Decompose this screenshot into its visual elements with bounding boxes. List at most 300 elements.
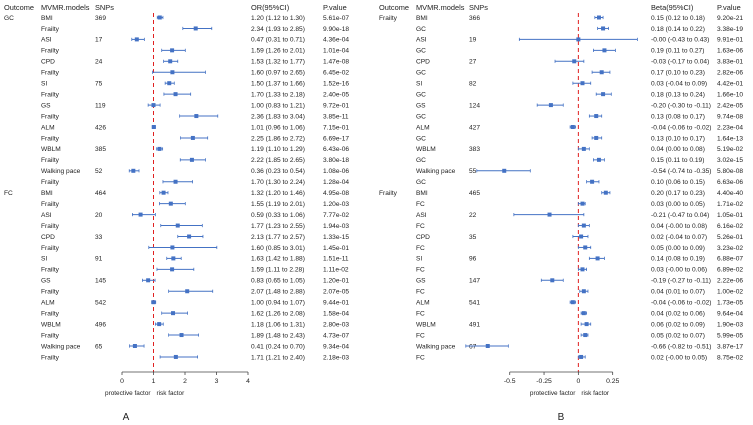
row-estimate-ci: -0.54 (-0.74 to -0.35) [651,168,712,176]
row-estimate-ci: 1.20 (1.12 to 1.30) [251,14,305,22]
forest-panel-a [4,3,349,423]
row-estimate-ci: 0.83 (0.65 to 1.05) [251,277,305,285]
row-estimate-ci: 0.47 (0.31 to 0.71) [251,36,305,44]
row-estimate-ci: 0.19 (0.11 to 0.27) [651,47,705,55]
table-row [416,343,743,350]
point-estimate [583,333,587,337]
point-estimate [585,322,589,326]
row-model: FC [416,354,425,362]
point-estimate [180,333,184,337]
row-model: Frailty [41,266,59,274]
row-model: FC [416,222,425,230]
row-pvalue: 8.75e-02 [717,354,744,362]
row-estimate-ci: 1.59 (1.11 to 2.28) [251,266,305,274]
row-outcome: Frailty [379,190,397,197]
row-model: GC [416,135,426,143]
table-row [4,15,349,22]
row-pvalue: 9.90e-18 [323,25,350,33]
point-estimate [174,92,178,96]
row-model: Frailty [41,354,59,362]
row-snps: 465 [469,190,481,197]
row-estimate-ci: 0.03 (0.00 to 0.05) [651,200,705,208]
row-estimate-ci: 0.05 (0.00 to 0.09) [651,244,705,252]
table-row [379,190,743,197]
row-snps: 65 [95,343,103,351]
row-pvalue: 6.63e-06 [717,179,744,187]
row-snps: 55 [469,168,477,176]
row-pvalue: 4.40e-40 [717,190,744,197]
row-snps: 542 [95,299,107,307]
row-estimate-ci: 0.03 (-0.00 to 0.06) [651,266,708,274]
row-snps: 385 [95,146,107,154]
row-model: Frailty [41,25,59,33]
point-estimate [170,70,174,74]
point-estimate [170,267,174,271]
row-model: ASI [416,211,427,219]
row-pvalue: 1.11e-02 [323,266,349,274]
point-estimate [185,289,189,293]
point-estimate [550,278,554,282]
row-estimate-ci: 1.89 (1.48 to 2.43) [251,332,305,340]
point-estimate [131,169,135,173]
table-row [416,278,743,285]
column-header-pvalue: P.value [323,3,347,12]
row-snps: 496 [95,321,107,329]
table-row [41,124,349,131]
point-estimate [162,191,166,195]
point-estimate [580,267,584,271]
table-row [416,289,743,296]
row-pvalue: 5.80e-08 [717,168,744,176]
point-estimate [571,125,575,129]
table-row [416,91,743,98]
row-snps: 541 [469,299,481,307]
point-estimate [549,103,553,107]
row-estimate-ci: 1.19 (1.10 to 1.29) [251,146,305,154]
risk-factor-label: risk factor [581,390,610,397]
table-row [41,81,349,88]
table-row [416,300,743,307]
row-model: Walking pace [416,343,456,351]
table-row [41,59,349,66]
row-snps: 369 [95,14,107,22]
row-snps: 147 [469,277,481,285]
row-model: CPD [416,233,430,241]
row-estimate-ci: 1.50 (1.37 to 1.66) [251,80,305,88]
protective-factor-label: protective factor [529,390,576,397]
row-snps: 119 [95,102,106,110]
table-row [416,59,743,66]
x-tick-label: 0 [120,378,124,385]
table-row [41,26,349,33]
row-pvalue: 3.38e-19 [717,25,744,33]
row-model: Frailty [41,157,59,165]
column-header-snps: SNPs [469,3,488,12]
point-estimate [594,114,598,118]
row-pvalue: 1.20e-01 [323,277,350,285]
table-row [416,245,743,252]
row-estimate-ci: 1.71 (1.21 to 2.40) [251,354,305,362]
x-tick-label: 0.25 [606,378,620,385]
table-row [41,256,349,263]
x-tick-label: 0 [576,378,581,385]
table-row [41,157,349,164]
row-pvalue: 4.73e-07 [323,332,350,340]
x-tick-label: -0.25 [536,378,552,385]
table-row [41,289,349,296]
row-model: Walking pace [416,168,456,176]
column-header-snps: SNPs [95,3,114,12]
point-estimate [157,147,161,151]
table-row [41,135,349,142]
row-pvalue: 5.99e-05 [717,332,744,340]
row-model: BMI [416,190,428,197]
table-row [41,267,349,274]
row-pvalue: 1.52e-16 [323,80,350,88]
point-estimate [601,26,605,30]
row-model: FC [416,200,425,208]
row-model: FC [416,288,425,296]
table-row [41,70,349,77]
row-snps: 366 [469,14,481,22]
row-estimate-ci: 2.25 (1.86 to 2.72) [251,135,305,143]
row-pvalue: 3.85e-11 [323,113,349,121]
row-model: GC [416,91,426,99]
row-estimate-ci: 1.00 (0.94 to 1.07) [251,299,305,307]
table-row [41,168,349,175]
row-model: CPD [41,58,55,66]
table-row [41,179,349,186]
table-row [41,113,349,120]
table-row [416,124,743,131]
row-pvalue: 1.33e-15 [323,233,350,241]
table-row [416,113,743,120]
column-header-estimate: Beta(95%CI) [651,3,694,12]
row-estimate-ci: 0.17 (0.10 to 0.23) [651,69,705,77]
point-estimate [600,70,604,74]
row-snps: 91 [95,255,103,263]
row-snps: 17 [95,36,103,44]
table-row [41,310,349,317]
point-estimate [576,37,580,41]
row-model: FC [416,266,425,274]
row-pvalue: 2.80e-03 [323,321,350,329]
table-row [416,212,743,219]
row-estimate-ci: 0.18 (0.14 to 0.22) [651,25,705,33]
row-estimate-ci: 1.01 (0.96 to 1.06) [251,124,305,132]
point-estimate [604,191,608,195]
row-estimate-ci: 0.10 (0.06 to 0.15) [651,179,705,187]
table-row [41,343,349,350]
row-estimate-ci: -0.04 (-0.06 to -0.02) [651,299,712,307]
row-estimate-ci: 1.55 (1.19 to 2.01) [251,200,305,208]
point-estimate [590,180,594,184]
row-pvalue: 1.94e-03 [323,222,350,230]
row-model: Frailty [41,310,59,318]
point-estimate [582,311,586,315]
row-estimate-ci: 0.02 (-0.04 to 0.07) [651,233,708,241]
row-model: Walking pace [41,343,81,351]
point-estimate [601,92,605,96]
point-estimate [582,224,586,228]
table-row [41,146,349,153]
row-pvalue: 5.26e-01 [717,233,744,241]
row-model: GS [41,277,51,285]
panel-label: A [122,412,130,423]
row-pvalue: 1.66e-10 [717,91,744,99]
row-estimate-ci: -0.03 (-0.17 to 0.04) [651,58,710,66]
x-tick-label: -0.5 [503,378,516,385]
table-row [41,332,349,339]
row-model: GC [416,25,426,33]
table-row [416,201,743,208]
row-pvalue: 2.07e-05 [323,288,350,296]
row-model: Frailty [41,244,59,252]
row-pvalue: 1.47e-08 [323,58,350,66]
point-estimate [194,26,198,30]
table-row [416,70,743,77]
point-estimate [152,103,156,107]
point-estimate [174,180,178,184]
row-model: ALM [41,124,55,132]
row-pvalue: 9.34e-04 [323,343,350,351]
table-row [41,48,349,55]
point-estimate [548,213,552,217]
row-estimate-ci: 1.00 (0.83 to 1.21) [251,102,305,110]
row-pvalue: 1.63e-06 [717,47,744,55]
point-estimate [170,245,174,249]
table-row [416,321,743,328]
row-model: Walking pace [41,168,81,176]
row-outcome: GC [4,14,14,22]
point-estimate [572,59,576,63]
row-pvalue: 1.00e-02 [717,288,744,296]
table-row [41,321,349,328]
row-estimate-ci: 0.13 (0.08 to 0.17) [651,113,705,121]
row-outcome: Frailty [379,14,397,22]
row-pvalue: 1.90e-03 [717,321,744,329]
row-estimate-ci: 2.07 (1.48 to 2.88) [251,288,305,296]
point-estimate [486,344,490,348]
point-estimate [169,202,173,206]
row-estimate-ci: 1.60 (0.97 to 2.65) [251,69,305,77]
row-pvalue: 9.20e-21 [717,14,744,22]
row-model: WBLM [416,321,436,329]
point-estimate [152,300,156,304]
row-model: BMI [41,14,53,22]
row-model: GS [41,102,51,110]
row-estimate-ci: 0.20 (0.17 to 0.23) [651,190,705,197]
row-model: BMI [41,190,53,197]
point-estimate [579,235,583,239]
row-pvalue: 3.87e-17 [717,343,744,351]
row-pvalue: 2.23e-04 [717,124,744,132]
table-row [416,354,743,361]
point-estimate [146,278,150,282]
row-estimate-ci: 2.22 (1.85 to 2.65) [251,157,305,165]
row-pvalue: 1.58e-04 [323,310,350,318]
row-pvalue: 1.64e-13 [717,135,744,143]
row-model: SI [416,80,423,88]
row-estimate-ci: 0.59 (0.33 to 1.06) [251,211,305,219]
row-pvalue: 2.22e-06 [717,277,744,285]
table-row [416,223,743,230]
column-header-outcome: Outcome [4,3,34,12]
row-model: Frailty [41,69,59,77]
row-pvalue: 1.08e-06 [323,168,350,176]
point-estimate [168,59,172,63]
row-snps: 27 [469,58,477,66]
row-estimate-ci: 0.03 (-0.04 to 0.09) [651,80,708,88]
row-model: Frailty [41,222,59,230]
point-estimate [171,256,175,260]
row-estimate-ci: 0.36 (0.23 to 0.54) [251,168,305,176]
row-estimate-ci: -0.21 (-0.47 to 0.04) [651,211,710,219]
row-pvalue: 9.72e-01 [323,102,350,110]
row-model: Frailty [41,47,59,55]
row-model: Frailty [41,113,59,121]
point-estimate [157,322,161,326]
point-estimate [596,256,600,260]
row-snps: 35 [469,233,477,241]
row-model: FC [416,310,425,318]
point-estimate [135,37,139,41]
table-row [41,234,349,241]
row-pvalue: 9.44e-01 [323,299,350,307]
row-model: WBLM [41,321,61,329]
point-estimate [171,311,175,315]
table-row [41,223,349,230]
row-estimate-ci: 1.53 (1.32 to 1.77) [251,58,305,66]
table-row [4,190,349,197]
row-pvalue: 7.77e-02 [323,211,350,219]
row-pvalue: 3.02e-15 [717,157,744,165]
row-model: BMI [416,14,428,22]
row-snps: 464 [95,190,107,197]
point-estimate [582,289,586,293]
row-pvalue: 5.61e-07 [323,14,350,22]
table-row [416,332,743,339]
row-pvalue: 4.42e-01 [717,80,744,88]
row-estimate-ci: 1.60 (0.85 to 3.01) [251,244,305,252]
row-model: GC [416,179,426,187]
row-snps: 383 [469,146,481,154]
row-pvalue: 1.45e-01 [323,244,350,252]
row-pvalue: 5.19e-02 [717,146,744,154]
row-snps: 82 [469,80,477,88]
point-estimate [583,245,587,249]
column-header-pvalue: P.value [717,3,741,12]
row-model: SI [41,255,48,263]
row-model: Frailty [41,288,59,296]
row-pvalue: 1.73e-05 [717,299,744,307]
point-estimate [190,158,194,162]
row-snps: 96 [469,255,477,263]
table-row [416,256,743,263]
table-row [41,278,349,285]
point-estimate [602,48,606,52]
row-estimate-ci: 0.02 (-0.00 to 0.05) [651,354,708,362]
table-row [416,37,743,44]
column-header-estimate: OR(95%CI) [251,3,290,12]
table-row [41,37,349,44]
row-pvalue: 2.82e-06 [717,69,744,77]
point-estimate [579,355,583,359]
point-estimate [597,16,601,20]
row-model: ASI [416,36,427,44]
point-estimate [174,355,178,359]
row-snps: 491 [469,321,481,329]
row-pvalue: 1.01e-04 [323,47,350,55]
row-pvalue: 1.51e-11 [323,255,349,263]
row-estimate-ci: 0.06 (0.02 to 0.09) [651,321,705,329]
forest-panel-b [379,3,743,423]
row-pvalue: 3.80e-18 [323,157,350,165]
row-pvalue: 7.15e-01 [323,124,350,132]
row-model: Frailty [41,200,59,208]
row-model: CPD [41,233,55,241]
row-snps: 52 [95,168,103,176]
point-estimate [580,202,584,206]
row-pvalue: 6.89e-02 [717,266,744,274]
point-estimate [170,48,174,52]
row-snps: 145 [95,277,107,285]
row-model: ALM [416,299,430,307]
table-row [416,81,743,88]
point-estimate [594,136,598,140]
point-estimate [187,235,191,239]
row-snps: 426 [95,124,107,132]
table-row [416,310,743,317]
row-model: GC [416,47,426,55]
column-header-models: MVMR.models [416,3,465,12]
table-row [41,91,349,98]
row-pvalue: 2.42e-05 [717,102,744,110]
row-model: ALM [416,124,430,132]
point-estimate [502,169,506,173]
table-row [416,179,743,186]
row-pvalue: 6.88e-07 [717,255,744,263]
row-model: GC [416,157,426,165]
point-estimate [176,224,180,228]
point-estimate [571,300,575,304]
table-row [416,146,743,153]
table-row [41,354,349,361]
row-estimate-ci: 1.77 (1.23 to 2.55) [251,222,305,230]
row-model: ASI [41,36,52,44]
row-model: ASI [41,211,52,219]
row-estimate-ci: 0.04 (0.01 to 0.07) [651,288,705,296]
row-model: SI [41,80,48,88]
row-snps: 20 [95,211,103,219]
row-pvalue: 6.69e-17 [323,135,350,143]
row-snps: 427 [469,124,481,132]
row-pvalue: 9.91e-01 [717,36,744,44]
table-row [416,135,743,142]
row-estimate-ci: 0.04 (0.02 to 0.06) [651,310,705,318]
table-row [416,48,743,55]
table-row [41,201,349,208]
point-estimate [191,136,195,140]
point-estimate [167,81,171,85]
row-pvalue: 2.18e-03 [323,354,350,362]
row-estimate-ci: 1.70 (1.30 to 2.24) [251,179,305,187]
row-pvalue: 2.40e-05 [323,91,350,99]
row-model: Frailty [41,332,59,340]
row-model: FC [416,244,425,252]
row-pvalue: 6.16e-02 [717,222,744,230]
row-estimate-ci: 1.62 (1.26 to 2.08) [251,310,305,318]
